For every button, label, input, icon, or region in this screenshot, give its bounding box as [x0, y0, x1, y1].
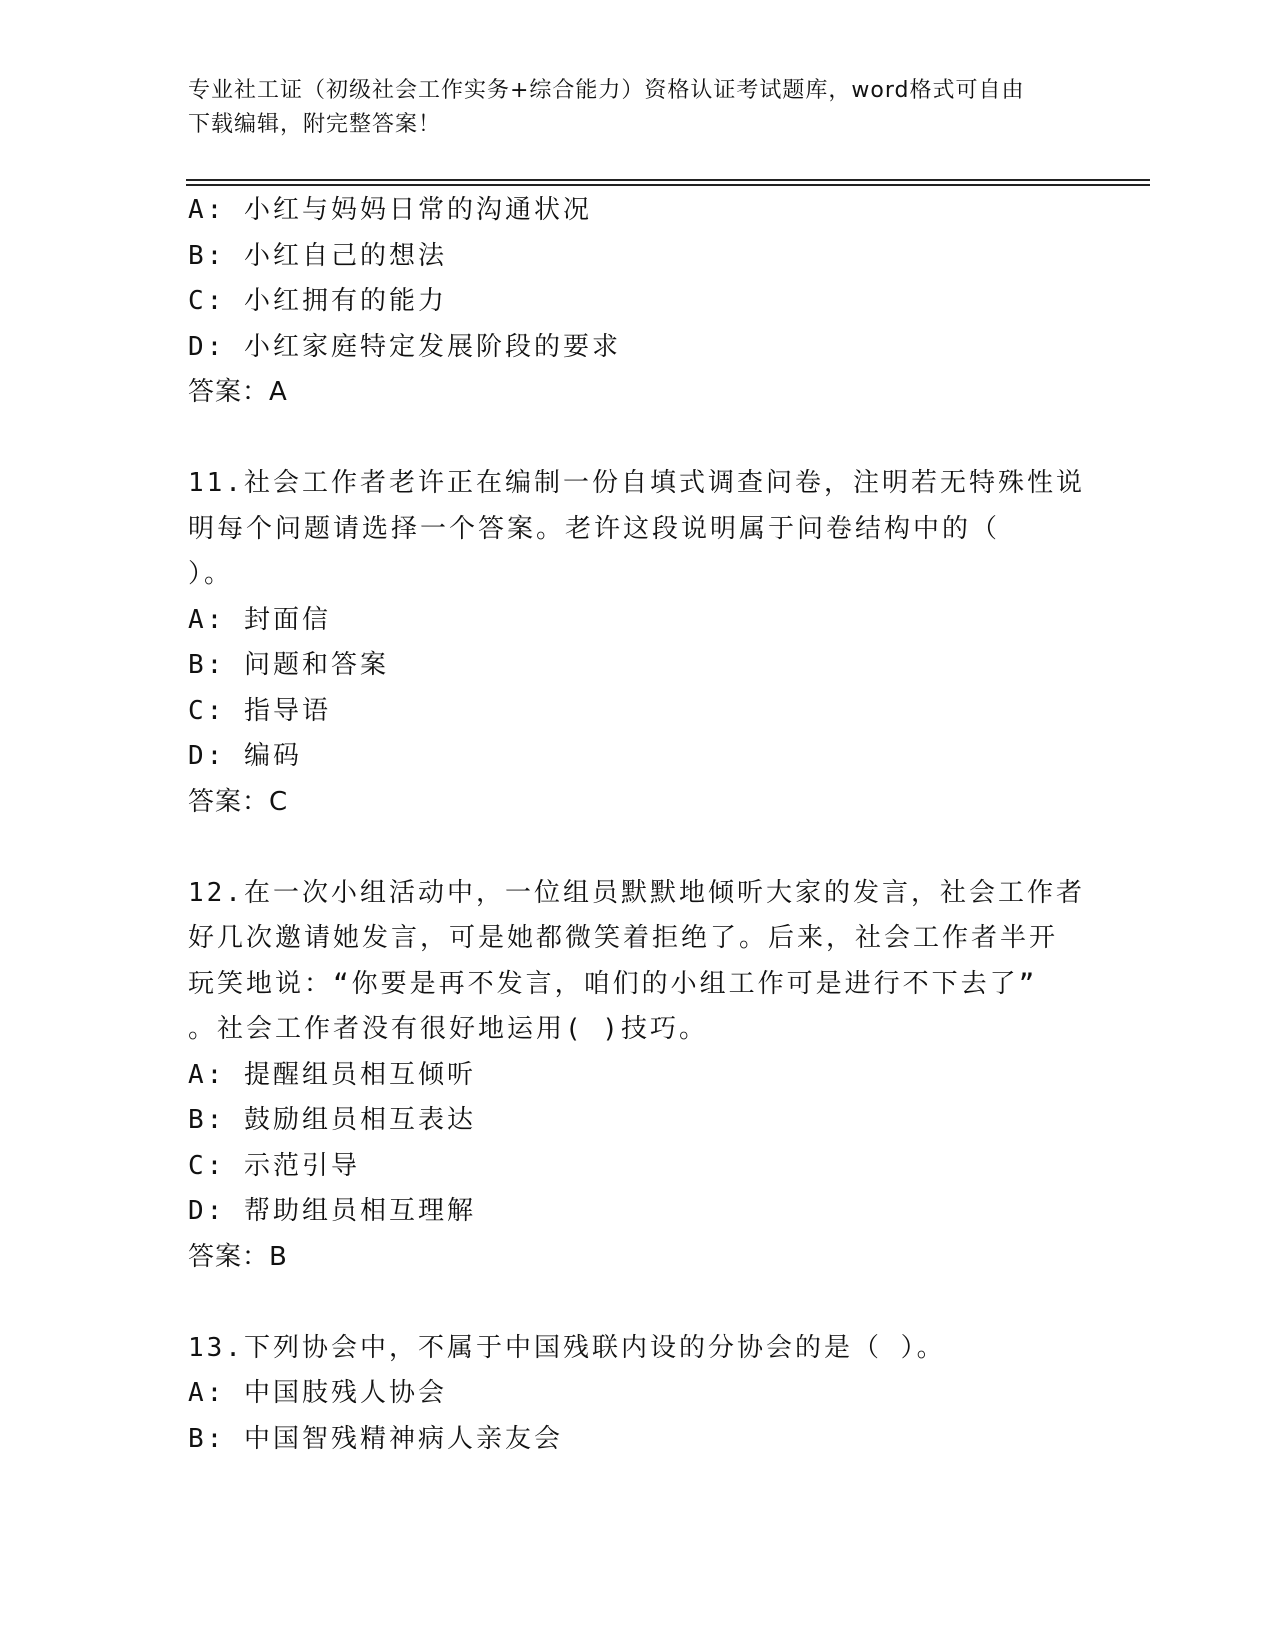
answer: 答案：C [188, 786, 289, 817]
option-d: D: 编码 [188, 741, 302, 771]
option-d: D: 帮助组员相互理解 [188, 1196, 476, 1226]
option-c: C: 指导语 [188, 695, 331, 726]
question-13 [188, 1326, 1088, 1463]
question-text-line: 好几次邀请她发言，可是她都微笑着拒绝了。后来，社会工作者半开 [188, 923, 1059, 953]
question-text-line: 12.在一次小组活动中，一位组员默默地倾听大家的发言，社会工作者 [188, 877, 1085, 908]
option-b: B: 中国智残精神病人亲友会 [188, 1423, 563, 1454]
answer: 答案：A [188, 377, 288, 407]
question-text-line: 。社会工作者没有很好地运用( )技巧。 [188, 1014, 708, 1044]
question-12 [188, 871, 1088, 1281]
option-b: B: 鼓励组员相互表达 [188, 1105, 476, 1135]
question-text-line: ）。 [188, 559, 234, 589]
question-text-line: 13.下列协会中，不属于中国残联内设的分协会的是（ ）。 [188, 1332, 946, 1363]
header-line-2: 下载编辑，附完整答案！ [188, 112, 442, 137]
option-a: A: 提醒组员相互倾听 [188, 1059, 476, 1090]
header-divider-bottom [186, 184, 1150, 186]
option-b: B: 问题和答案 [188, 650, 389, 680]
option-c: C: 小红拥有的能力 [188, 286, 447, 316]
question-11 [188, 461, 1088, 825]
spacer [188, 825, 1088, 871]
spacer [188, 1280, 1088, 1326]
question-10 [188, 188, 1088, 416]
option-a: A: 小红与妈妈日常的沟通状况 [188, 195, 592, 225]
question-text-line: 11.社会工作者老许正在编制一份自填式调查问卷，注明若无特殊性说 [188, 468, 1085, 498]
spacer [188, 416, 1088, 462]
option-a: A: 封面信 [188, 604, 331, 635]
answer: 答案：B [188, 1241, 288, 1272]
document-header [188, 74, 1088, 142]
option-d: D: 小红家庭特定发展阶段的要求 [188, 331, 621, 362]
header-divider-top [186, 179, 1150, 181]
question-text-line: 明每个问题请选择一个答案。老许这段说明属于问卷结构中的（ [188, 513, 1001, 544]
header-line-1: 专业社工证（初级社会工作实务+综合能力）资格认证考试题库，word格式可自由 [188, 78, 1025, 103]
option-c: C: 示范引导 [188, 1150, 360, 1181]
option-b: B: 小红自己的想法 [188, 240, 447, 271]
option-a: A: 中国肢残人协会 [188, 1378, 447, 1408]
question-text-line: 玩笑地说：“你要是再不发言，咱们的小组工作可是进行不下去了” [188, 968, 1038, 999]
question-content [188, 188, 1088, 1462]
